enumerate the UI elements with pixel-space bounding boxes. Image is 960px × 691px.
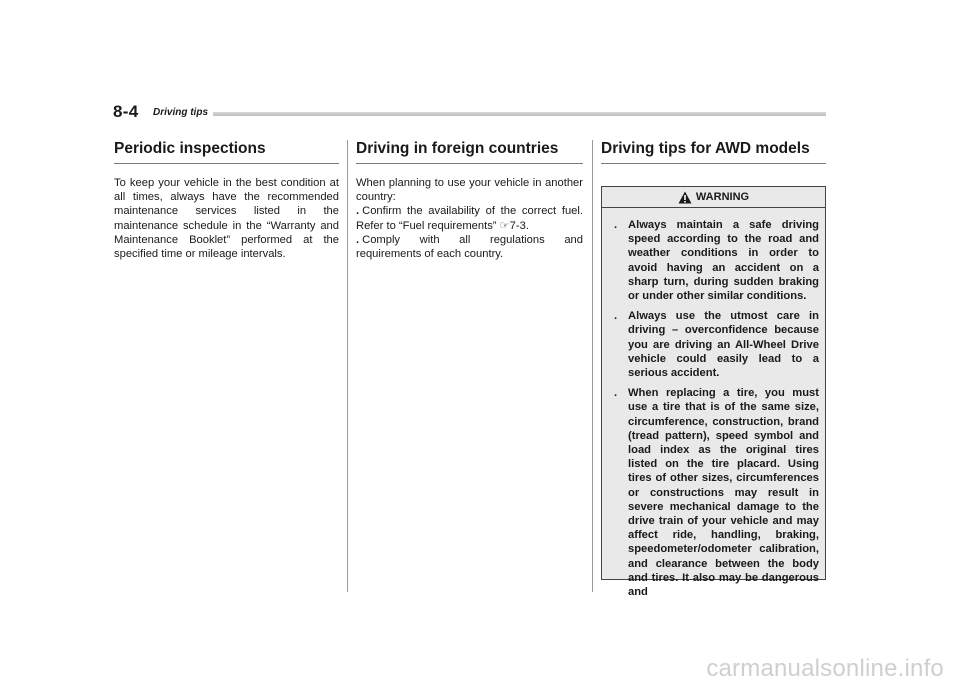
column-divider (347, 140, 348, 592)
warning-label: WARNING (695, 191, 750, 203)
section-title: Driving tips (153, 107, 209, 118)
periodic-body (114, 176, 339, 261)
warning-item: . Always use the utmost care in driving – overconfidence because you are driving an All-Wheel Drive vehicle could easily lead to a serious accident. (614, 310, 819, 380)
page-number: 8-4 (113, 102, 139, 121)
warning-triangle-icon (678, 191, 692, 204)
watermark: carmanualsonline.info (706, 655, 944, 682)
page-header (113, 100, 826, 124)
warning-list (602, 208, 825, 599)
bullet: . (356, 233, 360, 246)
foreign-item: . Confirm the availability of the correct fuel. Refer to “Fuel requirements” ☞7-3. (356, 205, 583, 232)
column-awd-tips (601, 140, 826, 599)
foreign-item: . Comply with all regulations and requirements of each country. (356, 233, 583, 261)
heading-awd-tips: Driving tips for AWD models (601, 140, 826, 164)
warning-box (601, 186, 826, 599)
foreign-body (356, 176, 583, 261)
heading-periodic-inspections: Periodic inspections (114, 140, 339, 164)
header-rule (213, 112, 826, 116)
periodic-paragraph: To keep your vehicle in the best condition at all times, always have the recommended maintenance services listed in the maintenance schedule in the “Warranty and Maintenance Booklet” performed at the specified time or mileage intervals. (114, 177, 339, 261)
warning-item: . Always maintain a safe driving speed according to the road and weather conditions in order to avoid having an accident on a sharp turn, during sudden braking or under other similar conditions. (614, 219, 819, 303)
column-foreign-countries (356, 140, 583, 261)
warning-item: . When replacing a tire, you must use a tire that is of the same size, circumference, construction, brand (tread pattern), speed symbol and load index as the original tires listed on the tire placard. Using tires of other sizes, circumferences or constructions may result in severe mechanical damage to the drive train of your vehicle and may affect ride, handling, braking, speedometer/odometer calibration, and clearance between the body and tires. It also may be dangerous and (614, 387, 819, 599)
bullet: . (356, 205, 360, 218)
column-periodic-inspections (114, 140, 339, 261)
warning-header (602, 187, 825, 208)
heading-foreign-countries: Driving in foreign countries (356, 140, 583, 164)
column-divider (592, 140, 593, 592)
foreign-intro: When planning to use your vehicle in another country: (356, 177, 583, 204)
